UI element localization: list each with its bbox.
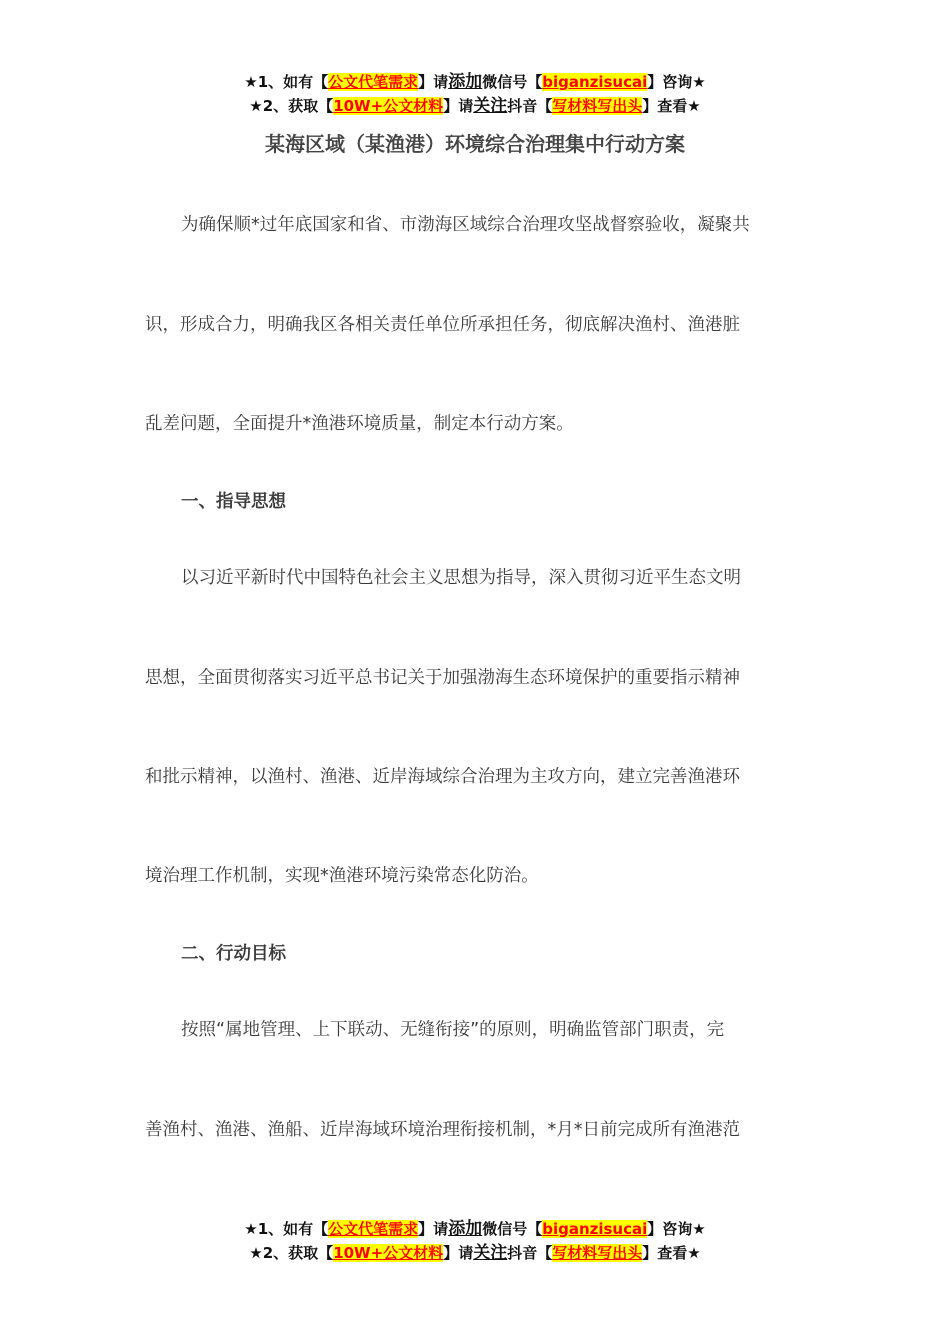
banner-highlight: 写材料写出头: [552, 97, 643, 115]
section-heading: 二、行动目标: [181, 944, 286, 964]
section-heading: 一、指导思想: [181, 492, 286, 512]
banner-text: 】请: [418, 73, 449, 91]
banner-highlight: 公文代笔需求: [328, 73, 419, 91]
paragraph-line: 思想，全面贯彻落实习近平总书记关于加强渤海生态环境保护的重要指示精神: [145, 668, 740, 688]
banner-highlight: biganzisucai: [542, 1220, 648, 1238]
bottom-banner: [0, 1217, 950, 1265]
banner-highlight: 10W+公文材料: [333, 97, 444, 115]
paragraph-line: 按照“属地管理、上下联动、无缝衔接”的原则，明确监管部门职责，完: [181, 1020, 725, 1040]
banner-text: ★1、如有【: [244, 73, 329, 91]
banner-text: ★1、如有【: [244, 1220, 329, 1238]
banner-emphasis: 添加: [448, 72, 483, 92]
banner-text: 】请: [443, 97, 474, 115]
banner-text: 微信号【: [482, 73, 543, 91]
banner-emphasis: 添加: [448, 1219, 483, 1239]
paragraph-line: 善渔村、渔港、渔船、近岸海域环境治理衔接机制，*月*日前完成所有渔港范: [145, 1120, 740, 1140]
banner-text: 抖音【: [507, 97, 553, 115]
banner-emphasis: 关注: [473, 96, 508, 116]
banner-text: 微信号【: [482, 1220, 543, 1238]
banner-text: 】查看★: [642, 97, 701, 115]
banner-text: 】查看★: [642, 1244, 701, 1262]
banner-line-2: [0, 1241, 950, 1265]
banner-emphasis: 关注: [473, 1243, 508, 1263]
top-banner: [0, 70, 950, 118]
paragraph-line: 以习近平新时代中国特色社会主义思想为指导，深入贯彻习近平生态文明: [181, 568, 741, 588]
banner-highlight: 公文代笔需求: [328, 1220, 419, 1238]
banner-text: 】请: [443, 1244, 474, 1262]
banner-text: ★2、获取【: [249, 1244, 334, 1262]
banner-line-1: [0, 70, 950, 94]
paragraph-line: 乱差问题，全面提升*渔港环境质量，制定本行动方案。: [145, 414, 574, 434]
paragraph-line: 和批示精神，以渔村、渔港、近岸海域综合治理为主攻方向，建立完善渔港环: [145, 767, 740, 787]
banner-text: ★2、获取【: [249, 97, 334, 115]
banner-text: 】咨询★: [647, 1220, 706, 1238]
banner-line-1: [0, 1217, 950, 1241]
paragraph-line: 为确保顺*过年底国家和省、市渤海区域综合治理攻坚战督察验收，凝聚共: [181, 215, 750, 235]
document-title: 某海区域（某渔港）环境综合治理集中行动方案: [265, 132, 685, 156]
banner-text: 】请: [418, 1220, 449, 1238]
banner-highlight: 10W+公文材料: [333, 1244, 444, 1262]
banner-text: 抖音【: [507, 1244, 553, 1262]
banner-line-2: [0, 94, 950, 118]
banner-highlight: 写材料写出头: [552, 1244, 643, 1262]
banner-text: 】咨询★: [647, 73, 706, 91]
paragraph-line: 识，形成合力，明确我区各相关责任单位所承担任务，彻底解决渔村、渔港脏: [145, 315, 740, 335]
banner-highlight: biganzisucai: [542, 73, 648, 91]
paragraph-line: 境治理工作机制，实现*渔港环境污染常态化防治。: [145, 866, 539, 886]
